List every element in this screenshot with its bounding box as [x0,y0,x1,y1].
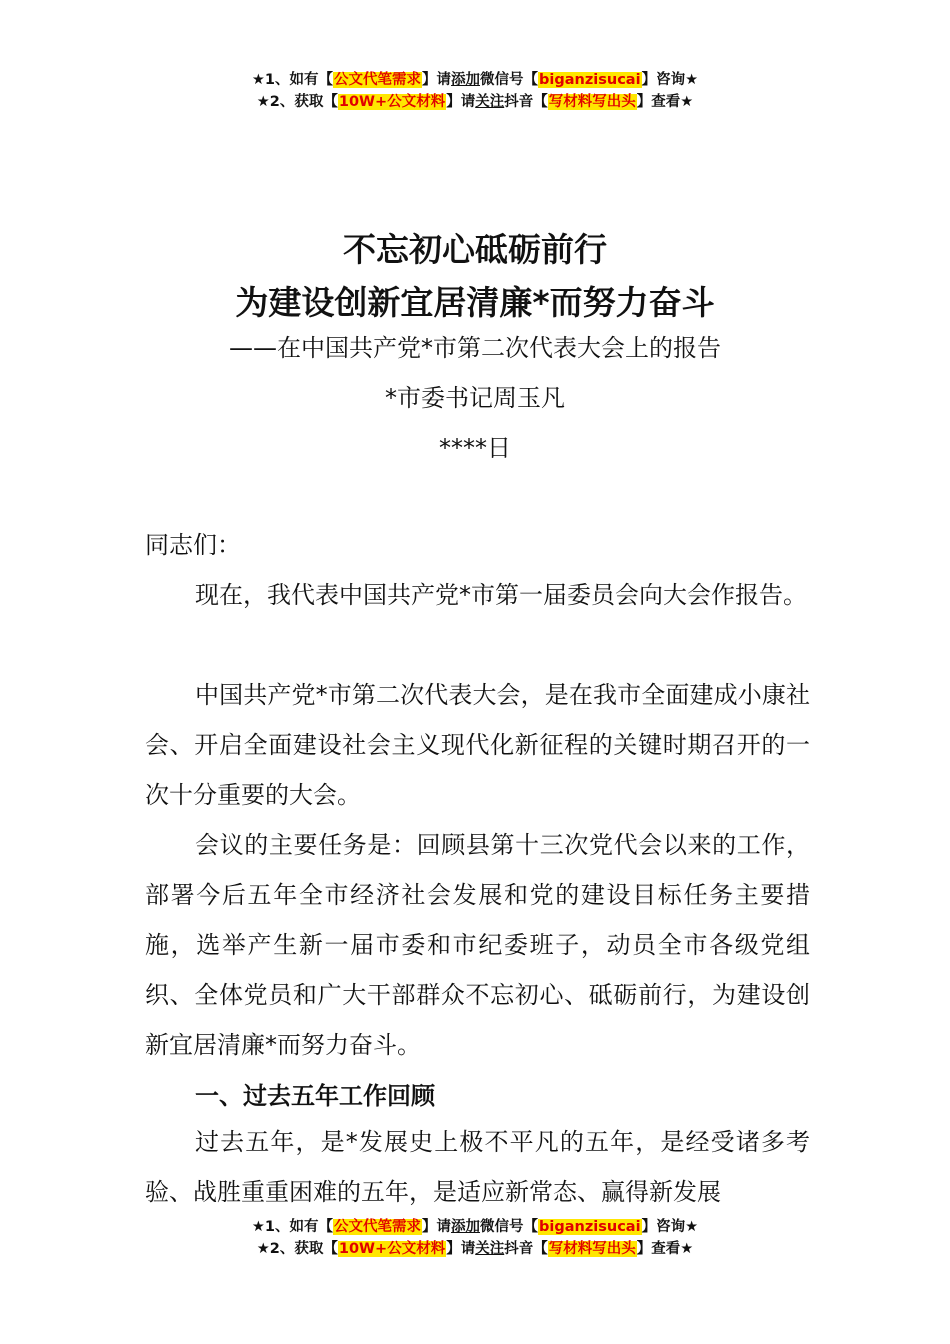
salutation: 同志们： [145,531,241,559]
document-title-line-2: 为建设创新宜居清廉*而努力奋斗 [235,283,715,322]
banner-text: 】查看★ [636,94,694,110]
banner-text: 】查看★ [636,1241,694,1257]
banner-underline: 添加 [451,72,481,88]
document-subtitle: ——在中国共产党*市第二次代表大会上的报告 [229,334,721,362]
banner-text: 】请 [446,1241,476,1257]
banner-top [0,69,950,113]
banner-text: ★2、获取【 [256,94,338,110]
banner-text: 】咨询★ [641,72,699,88]
paragraph: 现在，我代表中国共产党*市第一届委员会向大会作报告。 [195,581,807,609]
banner-highlight: 公文代笔需求 [334,72,422,88]
document-title-line-1: 不忘初心砥砺前行 [343,230,607,269]
banner-text: ★2、获取【 [256,1241,338,1257]
banner-underline: 关注 [475,1241,505,1257]
banner-highlight: 10W+公文材料 [338,1241,446,1257]
document-date: ****日 [439,434,511,462]
banner-text: 抖音【 [504,94,548,110]
banner-text: ★1、如有【 [251,72,334,88]
paragraph: 会议的主要任务是：回顾县第十三次党代会以来的工作，部署今后五年全市经济社会发展和党的建设目标任务主要措施，选举产生新一届市委和市纪委班子，动员全市各级党组织、全体党员和广大干部群众不忘初心、砥砺前行，为建设创新宜居清廉*而努力奋斗。 [145,831,810,1059]
banner-text: 】请 [422,72,452,88]
banner-text: 】请 [446,94,476,110]
banner-text: 微信号【 [480,72,539,88]
banner-text: 微信号【 [480,1219,539,1235]
banner-highlight: 写材料写出头 [548,1241,636,1257]
banner-line-2 [0,91,950,113]
banner-highlight: 写材料写出头 [548,94,636,110]
banner-text: 】请 [422,1219,452,1235]
banner-line-1 [0,69,950,91]
paragraph: 中国共产党*市第二次代表大会，是在我市全面建成小康社会、开启全面建设社会主义现代化新征程的关键时期召开的一次十分重要的大会。 [145,681,810,809]
banner-highlight: biganzisucai [539,1219,641,1235]
section-heading: 一、过去五年工作回顾 [195,1082,435,1110]
banner-text: ★1、如有【 [251,1219,334,1235]
banner-line-2 [0,1238,950,1260]
document-author: *市委书记周玉凡 [385,384,565,412]
banner-underline: 关注 [475,94,505,110]
banner-text: 】咨询★ [641,1219,699,1235]
banner-line-1 [0,1216,950,1238]
banner-text: 抖音【 [504,1241,548,1257]
banner-highlight: biganzisucai [539,72,641,88]
banner-bottom [0,1216,950,1260]
banner-underline: 添加 [451,1219,481,1235]
paragraph: 过去五年，是*发展史上极不平凡的五年，是经受诸多考验、战胜重重困难的五年，是适应新常态、赢得新发展 [145,1128,810,1206]
banner-highlight: 10W+公文材料 [338,94,446,110]
banner-highlight: 公文代笔需求 [334,1219,422,1235]
